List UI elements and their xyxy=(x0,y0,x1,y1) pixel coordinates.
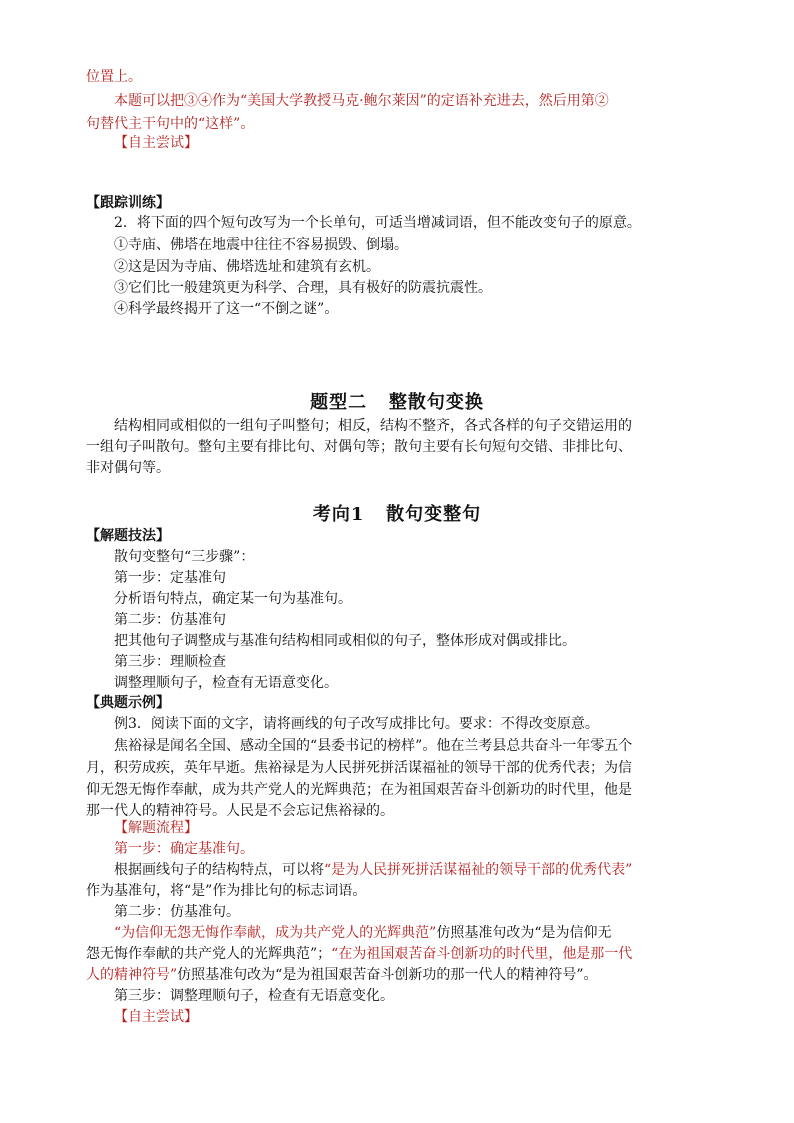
highlighted-sentence: “在为祖国艰苦奋斗创新功的时代里，他是那一代 xyxy=(331,946,633,962)
example-question: 例3．阅读下面的文字，请将画线的句子改写成排比句。要求：不得改变原意。 xyxy=(114,716,599,732)
passage-line: 焦裕禄是闻名全国、感动全国的“县委书记的榜样”。他在兰考县总共奋斗一年零五个 xyxy=(114,738,633,754)
list-item: ④科学最终揭开了这一“不倒之谜”。 xyxy=(114,301,339,317)
list-item: ①寺庙、佛塔在地震中往往不容易损毁、倒塌。 xyxy=(114,237,408,253)
step-text: 根据画线句子的结构特点，可以将 xyxy=(114,862,324,878)
step-line: 作为基准句，将“是”作为排比句的标志词语。 xyxy=(86,883,367,899)
question-text: 2．将下面的四个短句改写为一个长单句，可适当增减词语，但不能改变句子的原意。 xyxy=(114,215,641,231)
step-text: 仿照基准句改为“是为信仰无 xyxy=(436,925,612,941)
step-line xyxy=(114,923,612,943)
passage-line: 那一代人的精神符号。人民是不会忘记焦裕禄的。 xyxy=(86,803,394,819)
paragraph-line: 结构相同或相似的一组句子叫整句；相反，结构不整齐，各式各样的句子交错运用的 xyxy=(114,418,632,434)
list-item: ②这是因为寺庙、佛塔选址和建筑有玄机。 xyxy=(114,259,380,275)
step-line xyxy=(86,965,598,985)
step-line xyxy=(86,944,632,964)
tips-line: 分析语句特点，确定某一句为基准句。 xyxy=(114,591,352,607)
step-line: 第三步：调整理顺句子，检查有无语意变化。 xyxy=(114,988,394,1004)
subsection-title: 考向1 散句变整句 xyxy=(312,504,482,525)
tips-line: 第三步：理顺检查 xyxy=(114,654,226,670)
explanation-line: 本题可以把③④作为“美国大学教授马克·鲍尔莱因”的定语补充进去，然后用第② xyxy=(114,93,609,109)
passage-line: 仰无怨无悔作奉献，成为共产党人的光辉典范；在为祖国艰苦奋斗创新功的时代里，他是 xyxy=(86,782,632,798)
step-text: 怨无悔作奉献的共产党人的光辉典范”； xyxy=(86,946,332,962)
paragraph-line: 一组句子叫散句。整句主要有排比句、对偶句等；散句主要有长句短句交错、非排比句、 xyxy=(86,439,632,455)
tips-line: 把其他句子调整成与基准句结构相同或相似的句子，整体形成对偶或排比。 xyxy=(114,633,576,649)
paragraph-line: 非对偶句等。 xyxy=(86,460,170,476)
list-item: ③它们比一般建筑更为科学、合理，具有极好的防震抗震性。 xyxy=(114,280,492,296)
tips-line: 第一步：定基准句 xyxy=(114,570,226,586)
self-try-label: 【自主尝试】 xyxy=(114,1009,198,1025)
passage-line: 月，积劳成疾，英年早逝。焦裕禄是为人民拼死拼活谋福祉的领导干部的优秀代表；为信 xyxy=(86,760,632,776)
section-title: 题型二 整散句变换 xyxy=(310,392,484,413)
tracking-header: 【跟踪训练】 xyxy=(86,195,170,211)
step-line: 第二步：仿基准句。 xyxy=(114,904,240,920)
tips-line: 散句变整句“三步骤”： xyxy=(114,549,255,565)
tips-line: 第二步：仿基准句 xyxy=(114,612,226,628)
self-try-label: 【自主尝试】 xyxy=(114,135,198,151)
step-line xyxy=(114,860,632,880)
explanation-line: 句替代主干句中的“这样”。 xyxy=(86,116,255,132)
highlighted-sentence: “为信仰无怨无悔作奉献，成为共产党人的光辉典范” xyxy=(114,925,437,941)
tips-header: 【解题技法】 xyxy=(86,528,170,544)
process-header: 【解题流程】 xyxy=(114,820,198,836)
continued-line: 位置上。 xyxy=(86,69,142,85)
highlighted-sentence: “是为人民拼死拼活谋福祉的领导干部的优秀代表” xyxy=(324,862,633,878)
tips-line: 调整理顺句子，检查有无语意变化。 xyxy=(114,675,338,691)
step-line: 第一步：确定基准句。 xyxy=(114,841,254,857)
highlighted-sentence: 人的精神符号” xyxy=(86,967,178,983)
example-header: 【典题示例】 xyxy=(86,695,170,711)
step-text: 仿照基准句改为“是为祖国艰苦奋斗创新功的那一代人的精神符号”。 xyxy=(177,967,598,983)
